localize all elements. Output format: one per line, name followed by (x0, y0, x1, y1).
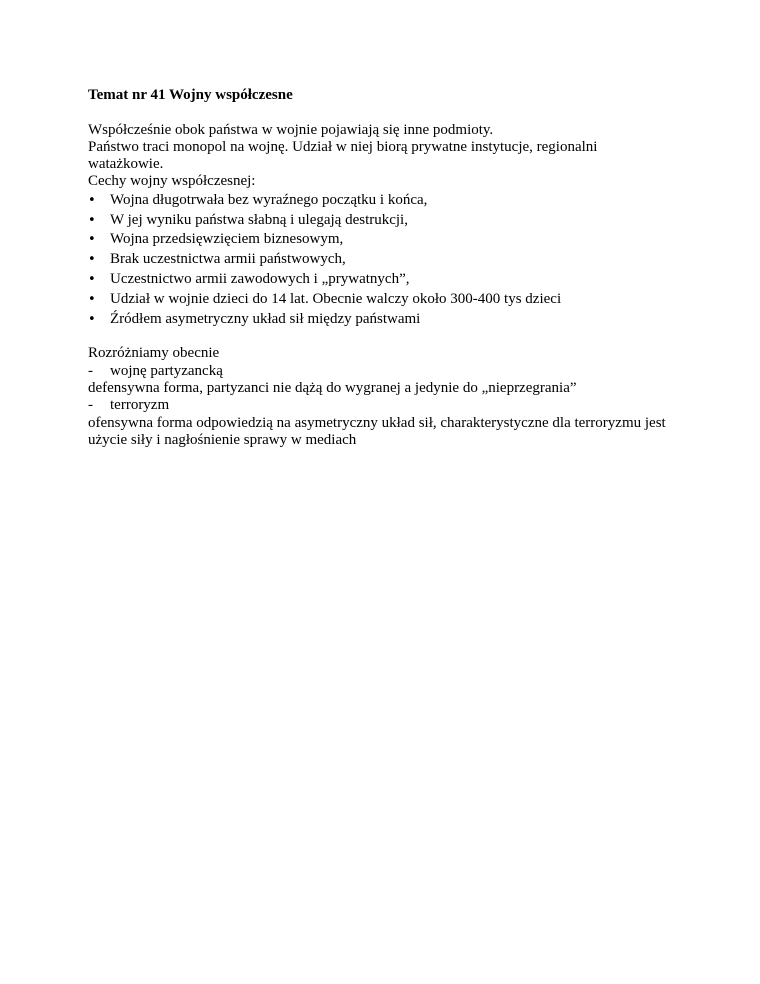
list-item-text: Wojna długotrwała bez wyraźnego początku i końca, (110, 191, 428, 208)
features-list (88, 191, 688, 330)
list-item (88, 230, 688, 250)
type-description: użycie siły i nagłośnienie sprawy w mediach (88, 431, 357, 448)
list-item-text: Uczestnictwo armii zawodowych i „prywatnych”, (110, 270, 410, 287)
list-item (88, 270, 688, 290)
document-page (88, 87, 688, 449)
type-item-terrorism (88, 397, 688, 414)
bullet-icon: • (88, 291, 96, 307)
list-item (88, 250, 688, 270)
list-item-text: Wojna przedsięwzięciem biznesowym, (110, 231, 344, 248)
features-heading: Cechy wojny współczesnej: (88, 173, 256, 190)
type-name: wojnę partyzancką (110, 362, 223, 379)
intro-line-3: watażkowie. (88, 156, 164, 173)
type-item-guerrilla (88, 363, 688, 380)
spacer (88, 104, 688, 121)
list-item (88, 290, 688, 310)
bullet-icon: • (88, 311, 96, 327)
dash-icon: - (88, 397, 93, 414)
bullet-icon: • (88, 271, 96, 287)
bullet-icon: • (88, 252, 96, 268)
type-description: ofensywna forma odpowiedzią na asymetryczny układ sił, charakterystyczne dla terroryzmu jest (88, 414, 666, 431)
spacer (88, 329, 688, 345)
list-item-text: Źródłem asymetryczny układ sił między państwami (110, 310, 421, 327)
document-title: Temat nr 41 Wojny współczesne (88, 87, 293, 103)
list-item (88, 310, 688, 330)
bullet-icon: • (88, 192, 96, 208)
list-item (88, 211, 688, 231)
bullet-icon: • (88, 232, 96, 248)
dash-icon: - (88, 362, 93, 379)
intro-line-2: Państwo traci monopol na wojnę. Udział w niej biorą prywatne instytucje, regionalni (88, 138, 598, 155)
distinction-heading: Rozróżniamy obecnie (88, 345, 220, 362)
bullet-icon: • (88, 212, 96, 228)
list-item-text: Brak uczestnictwa armii państwowych, (110, 251, 346, 268)
type-description: defensywna forma, partyzanci nie dążą do wygranej a jedynie do „nieprzegrania” (88, 379, 577, 396)
list-item-text: Udział w wojnie dzieci do 14 lat. Obecnie walczy około 300-400 tys dzieci (110, 290, 562, 307)
intro-line-1: Współcześnie obok państwa w wojnie pojawiają się inne podmioty. (88, 121, 494, 138)
list-item-text: W jej wyniku państwa słabną i ulegają destrukcji, (110, 211, 408, 228)
type-name: terroryzm (110, 397, 170, 414)
list-item (88, 191, 688, 211)
